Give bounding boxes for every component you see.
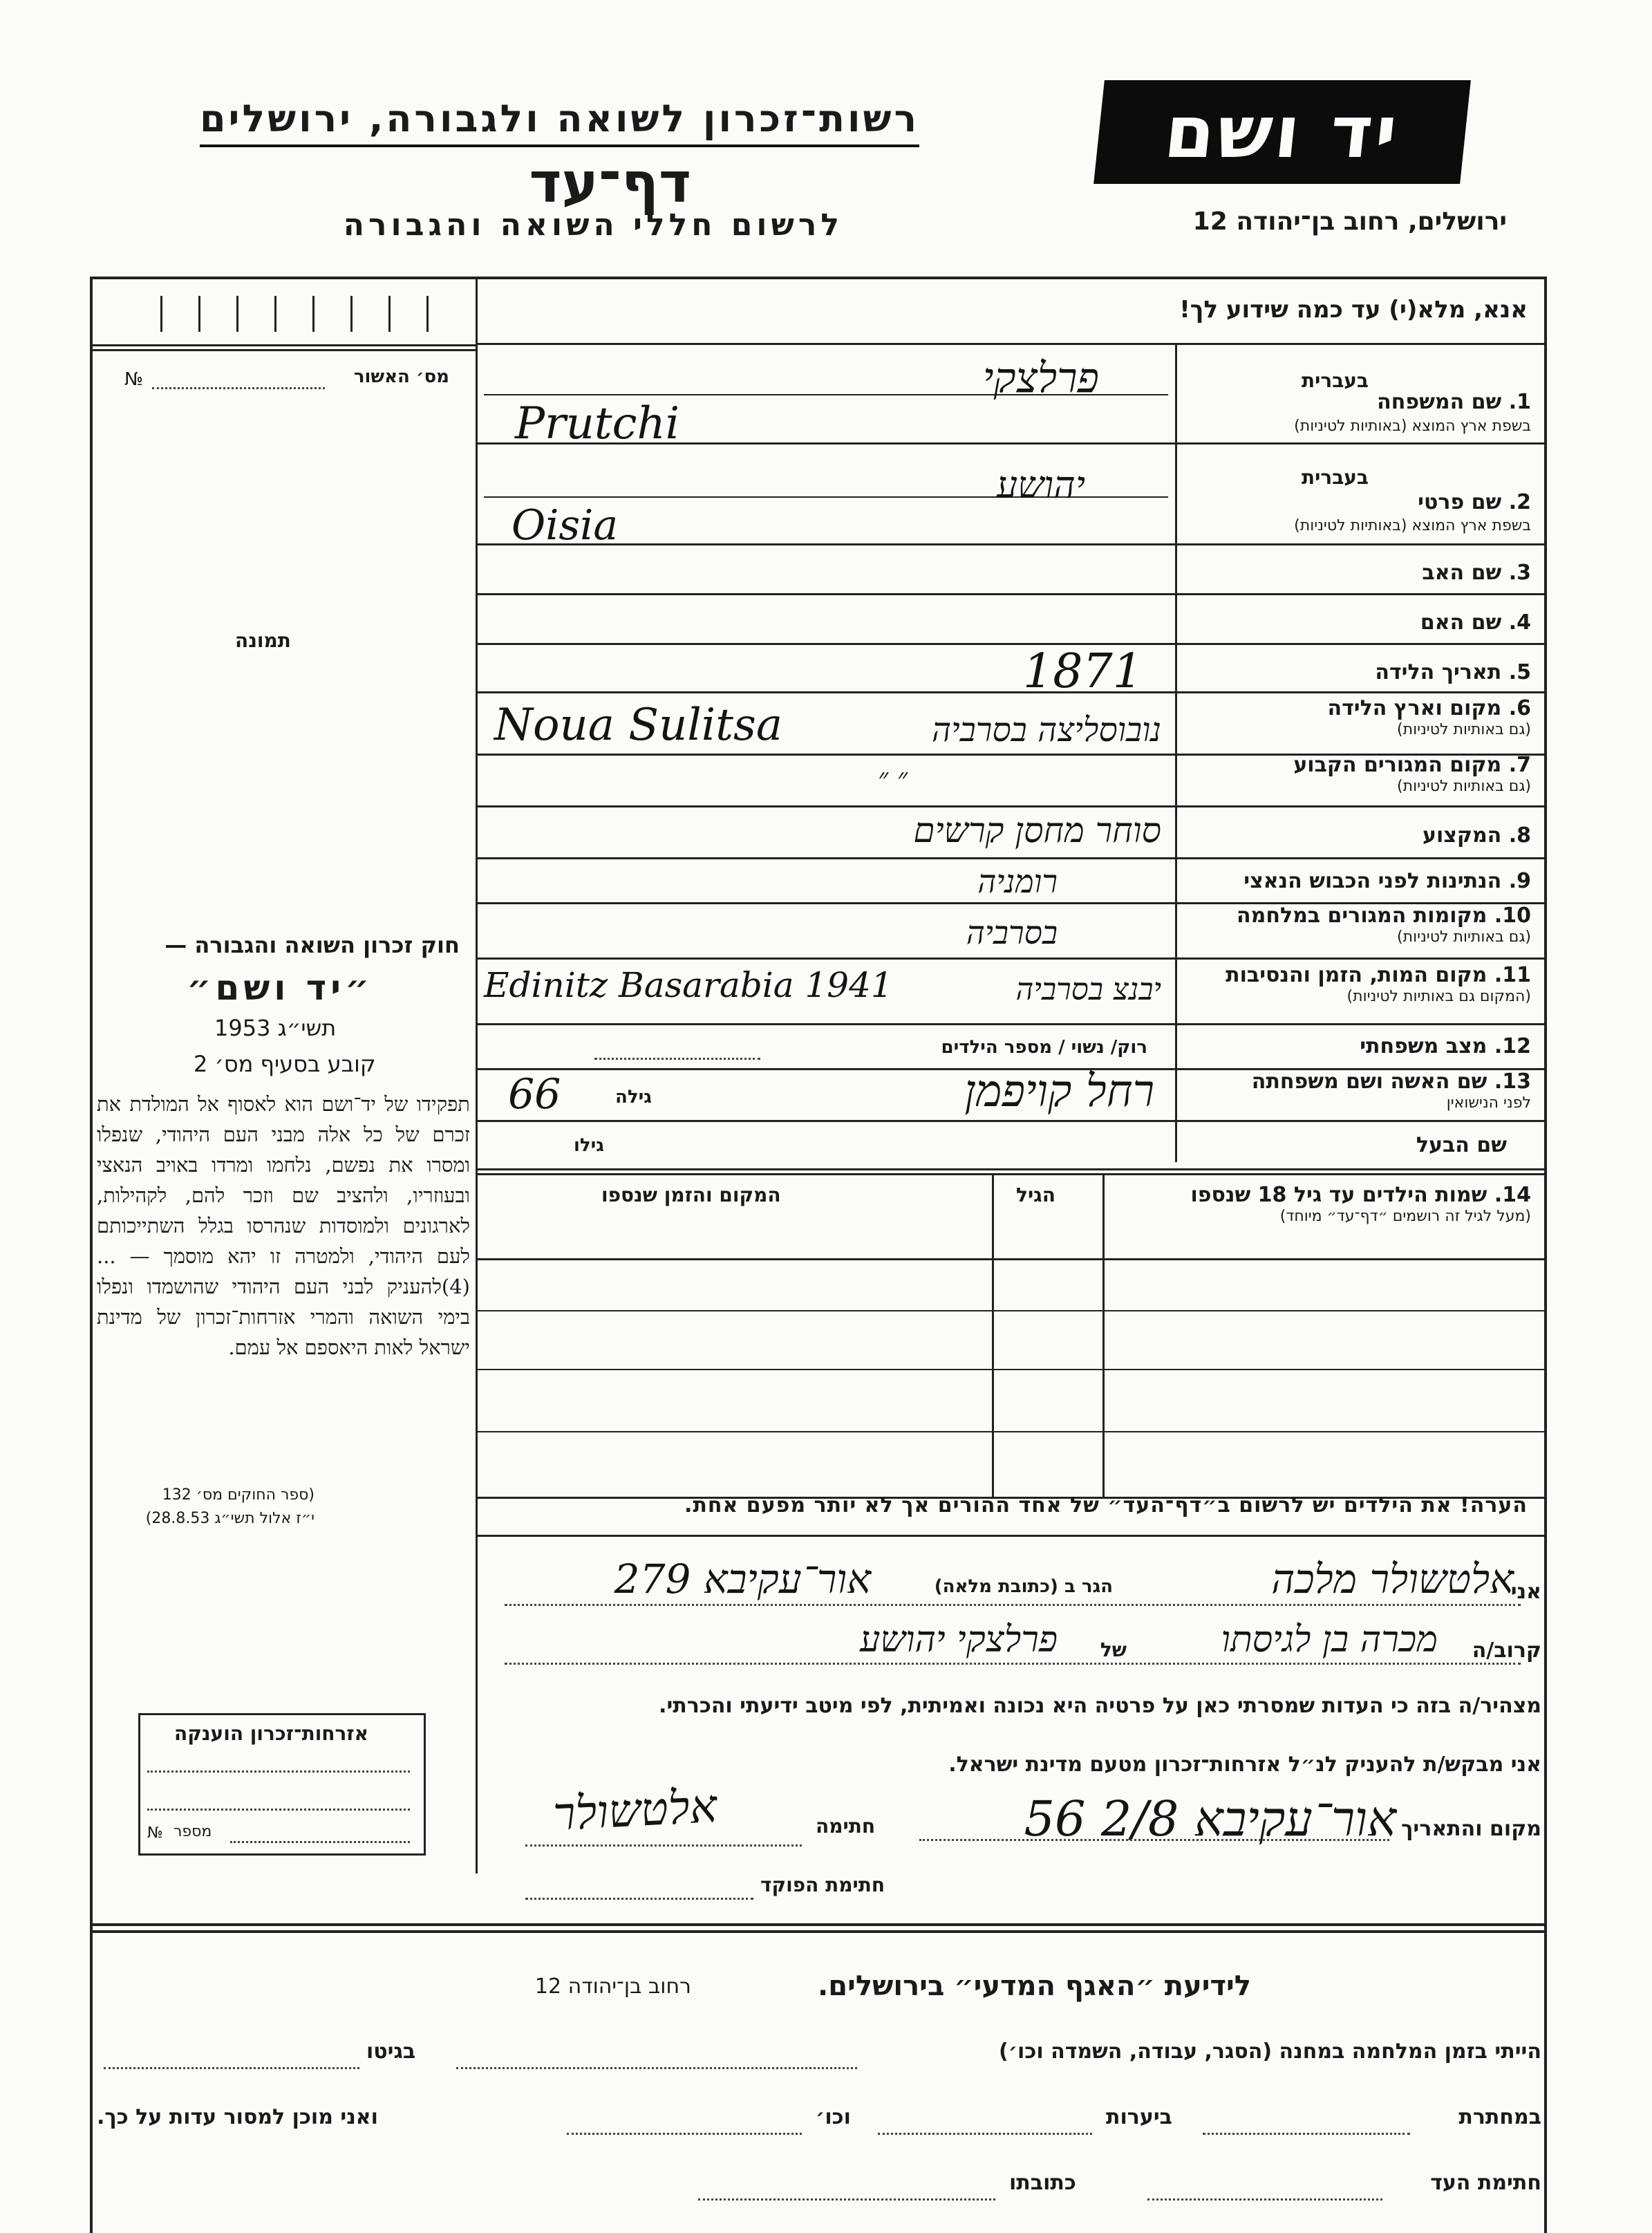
decl-i-label: אני <box>1510 1580 1541 1604</box>
husband-label: שם הבעל <box>1416 1133 1507 1157</box>
deceased-name-value[interactable]: פרלצקי יהושע <box>860 1619 1058 1661</box>
field-7-label: 7. מקום המגורים הקבוע (גם באותיות לטיניות) <box>1293 753 1531 795</box>
footer-witness-sign-label: חתימת העד <box>1430 2171 1541 2195</box>
children-label: 14. שמות הילדים עד גיל 18 שנספו (מעל לגיל זה רושמים ״דף־עד״ מיוחד) <box>1190 1183 1531 1225</box>
birth-date-value[interactable]: 1871 <box>1023 644 1143 699</box>
field-4-label: 4. שם האם <box>1420 610 1531 635</box>
husband-age-label: גילו <box>574 1135 604 1156</box>
place-date-label: מקום והתאריך <box>1401 1817 1541 1841</box>
law-ref-1: (ספר החוקים מס׳ 132 <box>162 1486 315 1504</box>
logo-text: יד ושם <box>1161 90 1404 174</box>
field-13-label: 13. שם האשה ושם משפחתה לפני הנישואין <box>1251 1069 1531 1112</box>
law-year: תשי״ג 1953 <box>214 1015 337 1041</box>
form-title: דף־עד <box>529 151 691 215</box>
field-1-title: שם המשפחה <box>1377 390 1502 414</box>
field-2-num: 2. <box>1508 490 1531 514</box>
law-text: תפקידו של יד־ושם הוא לאסוף אל המולדת את זכרם של כל אלה מבני העם היהודי, שנפלו ומסרו את נפשם, נלחמו ומרדו באויב הנאצי ובעוזריו, ולהציב שם וזכר להם, לקהילות, לארגונים ולמוסדות שנהרסו בגלל השתייכותם לעם היהודי, ולמטרה זו יהא מוסמך — ...(4)להעניק לבני העם היהודי שהושמדו ונפלו בימי השואה והמרי אזרחות־זכרון של מדינת ישראל לאות היאספם אל עמם. <box>97 1092 470 1359</box>
residence-value[interactable]: ״ ״ <box>878 763 908 794</box>
place-date-value[interactable]: אור־עקיבא 2/8 56 <box>1024 1791 1396 1847</box>
field-1-label <box>1377 391 1531 415</box>
field-6-label: 6. מקום וארץ הלידה (גם באותיות לטיניות) <box>1327 696 1531 738</box>
declaration-statement: מצהיר/ה בזה כי העדות שמסרתי כאן על פרטיה היא נכונה ואמיתית, לפי מיטב ידיעתי והכרתי. <box>659 1694 1541 1718</box>
law-title: חוק זכרון השואה והגבורה — <box>165 932 460 958</box>
footer-witness-address-label: כתובתו <box>1009 2171 1076 2195</box>
field-2-sub: בשפת ארץ המוצא (באותיות לטיניות) <box>1294 517 1531 534</box>
field-5-label: 5. תאריך הלידה <box>1375 660 1531 684</box>
footer-address: רחוב בן־יהודה 12 <box>534 1974 691 1999</box>
approval-no-symbol: № <box>124 369 144 390</box>
family-name-hebrew[interactable]: פרלצקי <box>982 354 1099 402</box>
first-name-hebrew[interactable]: יהושע <box>996 463 1085 507</box>
law-name: ״יד ושם״ <box>187 968 374 1008</box>
children-note: הערה! את הילדים יש לרשום ב״דף־העד״ של אחד ההורים אך לא יותר מפעם אחת. <box>684 1493 1528 1517</box>
field-11-label: 11. מקום המות, הזמן והנסיבות (המקום גם באותיות לטיניות) <box>1226 963 1531 1005</box>
birth-place-hebrew[interactable]: נובוסליצה בסרביה <box>931 711 1161 749</box>
relation-value[interactable]: מכרה בן לגיסתו <box>1221 1619 1438 1661</box>
field-1-sub: בשפת ארץ המוצא (באותיות לטיניות) <box>1294 418 1531 435</box>
field-12-label: 12. מצב משפחתי <box>1360 1034 1531 1058</box>
signature-value[interactable]: אלטשולר <box>552 1779 719 1842</box>
children-col-age: הגיל <box>1016 1184 1055 1206</box>
wartime-residence-value[interactable]: בסרביה <box>966 914 1058 951</box>
field-10-label: 10. מקומות המגורים במלחמה (גם באותיות לטיניות) <box>1237 904 1531 946</box>
yad-vashem-logo <box>1093 80 1471 184</box>
authority-title: רשות־זכרון לשואה ולגבורה, ירושלים <box>200 97 919 147</box>
photo-label: תמונה <box>235 629 291 652</box>
family-name-latin[interactable]: Prutchi <box>515 398 680 449</box>
wife-age-value[interactable]: 66 <box>508 1070 561 1119</box>
field-3-label: 3. שם האב <box>1422 561 1531 585</box>
declaration-request: אני מבקש/ת להעניק לנ״ל אזרחות־זכרון מטעם מדינת ישראל. <box>948 1753 1541 1777</box>
cert-no-symbol: № <box>147 1824 163 1842</box>
field-8-label: 8. המקצוע <box>1422 823 1531 848</box>
witness-name-value[interactable]: אלטשולר מלכה <box>1271 1555 1514 1603</box>
wife-name-value[interactable]: רחל קויפמן <box>964 1066 1154 1117</box>
approval-no-label: מס׳ האשור <box>353 366 449 387</box>
cert-no-label: מספר <box>173 1823 212 1840</box>
footer-forests-label: ביערות <box>1106 2105 1172 2129</box>
footer-title: לידיעת ״האגף המדעי״ בירושלים. <box>818 1970 1251 2002</box>
field-2-label <box>1418 491 1531 515</box>
relative-label: קרוב/ה <box>1472 1638 1541 1663</box>
birth-place-latin[interactable]: Noua Sulitsa <box>494 700 782 751</box>
wife-age-label: גילה <box>615 1087 652 1108</box>
address-value[interactable]: אור־עקיבא 279 <box>614 1555 871 1603</box>
of-label: של <box>1100 1638 1127 1661</box>
marital-status-options[interactable]: רוק/ נשוי / מספר הילדים <box>941 1037 1147 1058</box>
footer-camp-label: הייתי בזמן המלחמה במחנה (הסגר, עבודה, השמדה וכו׳) <box>999 2039 1541 2064</box>
death-place-latin[interactable]: Edinitz Basarabia 1941 <box>484 965 893 1005</box>
field-1-num: 1. <box>1508 390 1531 414</box>
death-place-hebrew[interactable]: יבנצ בסרביה <box>1015 972 1161 1007</box>
field-1-hebrew-tag: בעברית <box>1301 369 1369 392</box>
intro-text: אנא, מלא(י) עד כמה שידוע לך! <box>1179 296 1528 324</box>
approval-number-row <box>124 366 449 394</box>
profession-value[interactable]: סוחר מחסן קרשים <box>913 810 1161 850</box>
children-col-place: המקום והזמן שנספו <box>601 1184 781 1206</box>
nationality-value[interactable]: רומניה <box>977 863 1058 900</box>
field-2-title: שם פרטי <box>1418 490 1502 514</box>
field-2-hebrew-tag: בעברית <box>1301 466 1369 489</box>
form-subtitle: לרשום חללי השואה והגבורה <box>343 207 843 243</box>
resident-label: הגר ב (כתובת מלאה) <box>934 1576 1113 1597</box>
law-ref-2: י״ז אלול תשי״ג 28.8.53) <box>145 1510 315 1527</box>
memorial-citizenship-box <box>138 1713 426 1856</box>
first-name-latin[interactable]: Oisia <box>511 501 619 550</box>
signature-label: חתימה <box>816 1815 876 1838</box>
cert-title: אזרחות־זכרון הוענקה <box>174 1722 368 1745</box>
field-9-label: 9. הנתינות לפני הכבוש הנאצי <box>1243 869 1531 893</box>
footer-willing-label: ואני מוכן למסור עדות על כך. <box>97 2105 378 2129</box>
header-address: ירושלים, רחוב בן־יהודה 12 <box>1192 207 1507 236</box>
footer-etc-label: וכו׳ <box>816 2105 851 2129</box>
officer-signature-label: חתימת הפוקד <box>760 1874 885 1896</box>
law-section: קובע בסעיף מס׳ 2 <box>194 1051 376 1077</box>
footer-underground-label: במחתרת <box>1458 2105 1541 2129</box>
footer-ghetto-label: בגיטו <box>366 2039 416 2064</box>
